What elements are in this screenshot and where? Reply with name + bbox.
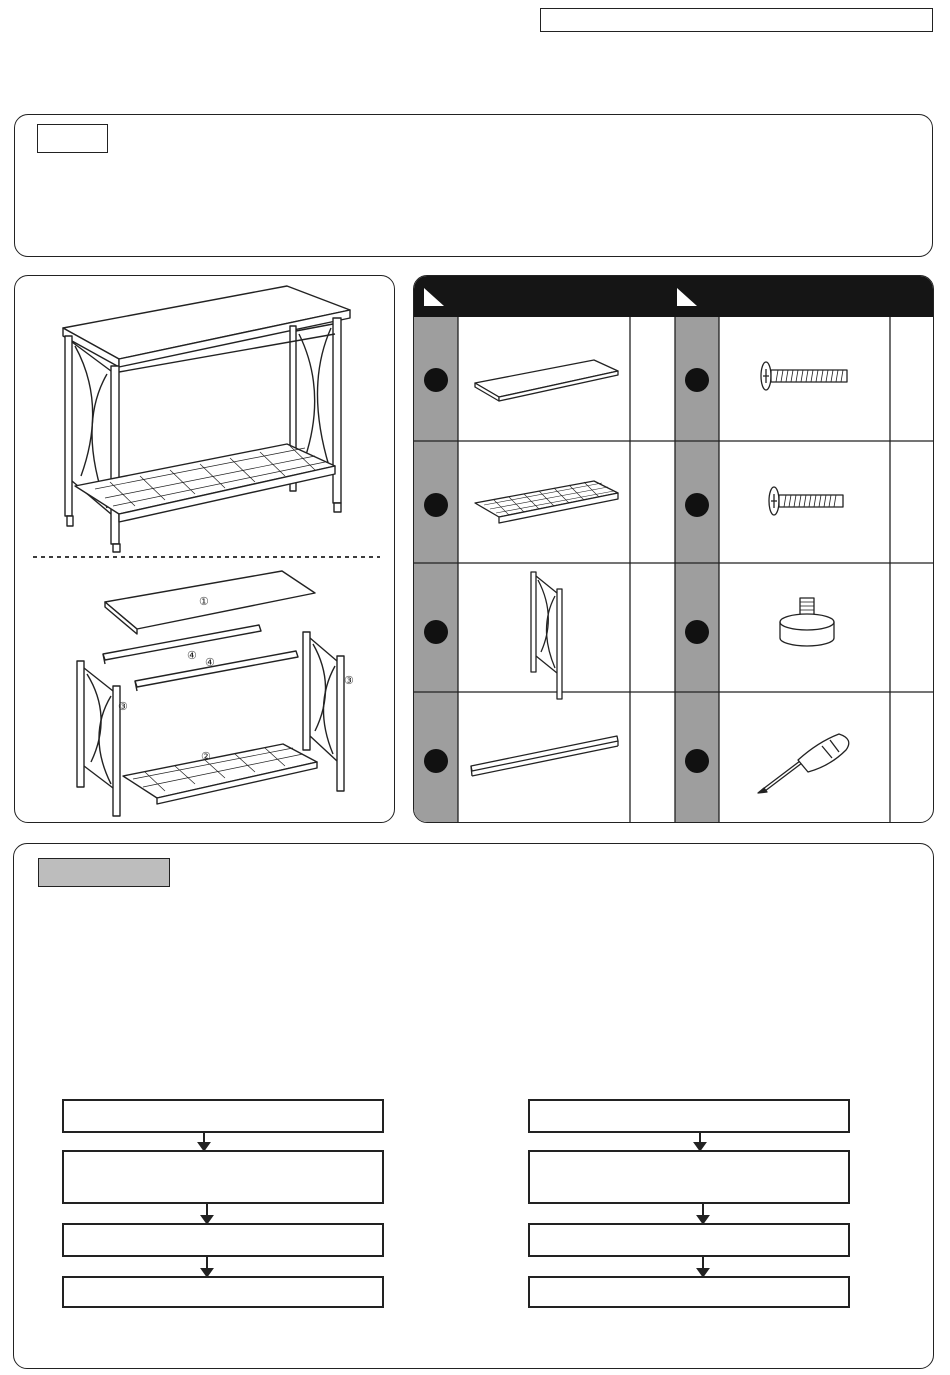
callout-side-frame-left: ③: [118, 701, 128, 713]
callout-rail-front: ④: [187, 650, 197, 662]
callout-shelf: ②: [201, 751, 211, 763]
callout-rail-back: ④: [205, 657, 215, 669]
callout-side-frame-right: ③: [344, 675, 354, 687]
callout-top-board: ①: [199, 596, 209, 608]
